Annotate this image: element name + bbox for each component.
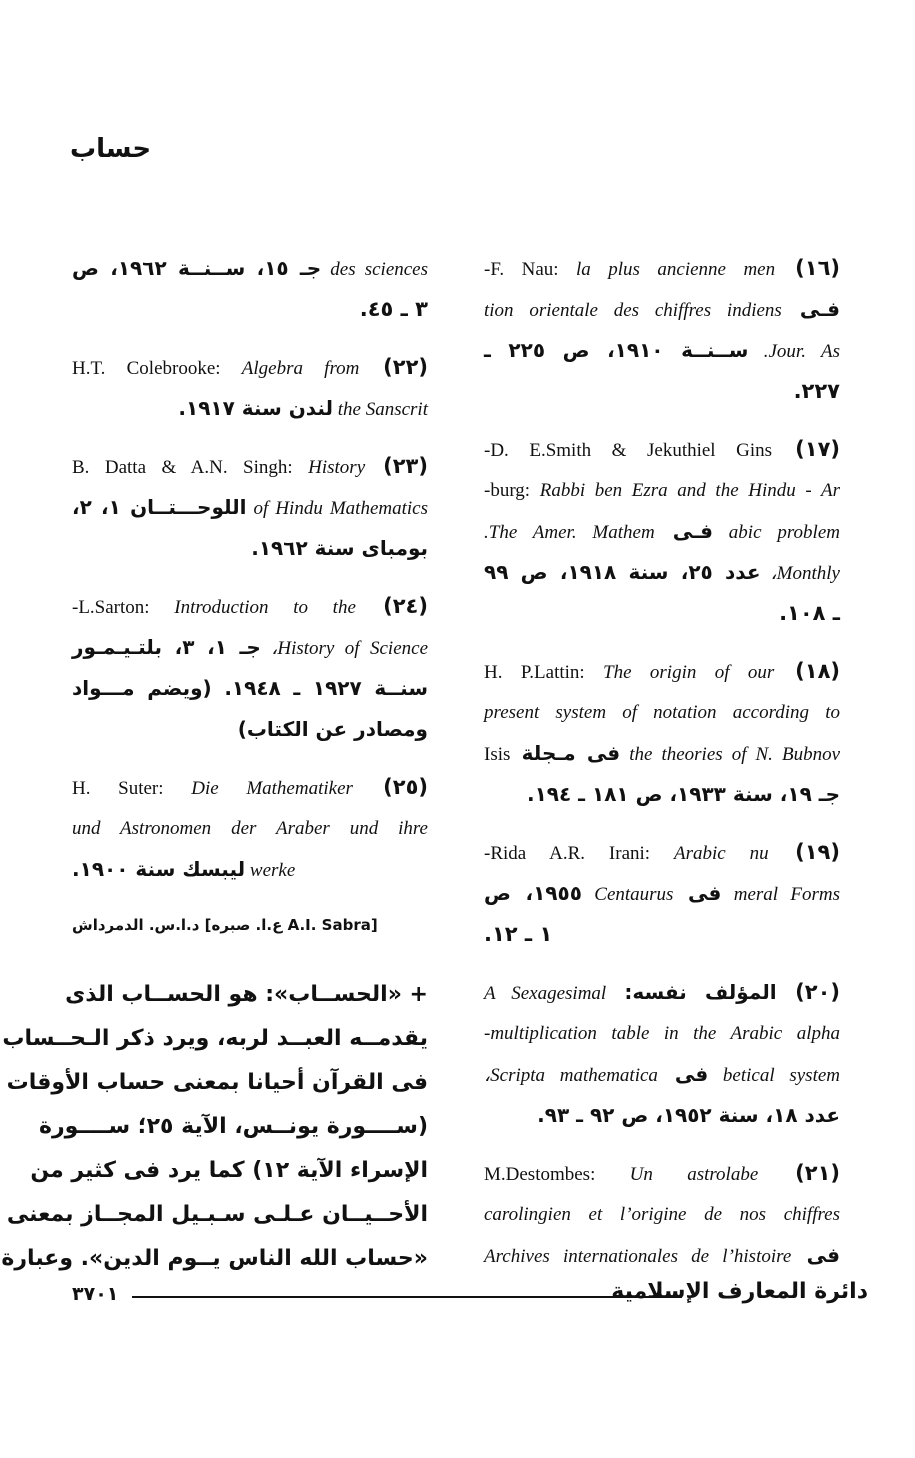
- title-text: Un astrolabe: [629, 1164, 759, 1185]
- reference-entry-17: [484, 429, 840, 634]
- entry-line: [72, 388, 428, 429]
- title-text: Die Mathematiker: [191, 778, 353, 799]
- body-line-text: (ســــورة يونــس، الآية ٢٥؛ ســــورة: [38, 1114, 428, 1139]
- entry-line: [72, 446, 428, 487]
- author: H. P.Lattin:: [484, 662, 604, 683]
- entry-line: [484, 330, 840, 371]
- author: H. Suter:: [72, 778, 192, 799]
- note-number: (٢٠): [776, 980, 840, 1004]
- title-text: History of Science،: [260, 638, 429, 659]
- page-range: ٣ ـ ٤٥.: [359, 297, 428, 321]
- reference-entry-22: [72, 347, 428, 429]
- arabic-text: فى: [657, 1062, 709, 1086]
- title-text: Arabic nu-: [484, 843, 769, 864]
- entry-line: [72, 347, 428, 388]
- page-range: ـ ١٠٨.: [779, 601, 840, 625]
- journal-name: The Amer. Mathem.: [484, 522, 655, 543]
- author: M.Destombes:: [484, 1164, 630, 1185]
- author: Rida A.R. Irani:: [490, 843, 674, 864]
- body-line: [38, 1105, 428, 1149]
- title-text: Rabbi ben Ezra and the Hindu - Ar-: [484, 480, 840, 501]
- author-signature: د.ا.س. الدمرداش [ع.ا. صبره A.I. Sabra]: [72, 916, 378, 934]
- arabic-text: عدد ٢٥، سنة ١٩١٨، ص ٩٩: [484, 560, 761, 584]
- author: L.Sarton:: [78, 597, 175, 618]
- body-line-text: يقدمــه العبــد لربه، ويرد ذكر الـحــساب: [2, 1026, 428, 1051]
- page-number: ٣٧٠١: [72, 1283, 119, 1305]
- note-number: (٢٢): [359, 355, 428, 379]
- article-body: [1, 973, 428, 1281]
- journal-name: Monthly،: [760, 563, 840, 584]
- entry-line: [484, 289, 840, 330]
- arabic-text: جـ ١، ٣، بلتـيـمـور: [72, 635, 261, 659]
- arabic-text: جـ ١٩، سنة ١٩٣٣، ص ١٨١ ـ ١٩٤.: [526, 782, 840, 806]
- entry-line: [72, 709, 428, 750]
- reference-entry-19: [484, 832, 840, 955]
- page-range: ٢٢٧.: [793, 379, 840, 403]
- page-range: ١ ـ ١٢.: [484, 922, 553, 946]
- entry-line: [484, 1095, 840, 1136]
- arabic-text: ســنــة ١٩١٠، ص ٢٢٥ ـ: [484, 338, 749, 362]
- arabic-text: فى مـجلة: [510, 741, 621, 765]
- note-number: (٢٥): [352, 775, 428, 799]
- entry-line: [484, 972, 840, 1013]
- title-text: betical system: [708, 1065, 841, 1086]
- entry-line: [72, 808, 428, 849]
- entry-line: [484, 692, 840, 733]
- reference-entry-23: [72, 446, 428, 569]
- body-line: [30, 1149, 428, 1193]
- entry-line: [484, 873, 840, 914]
- reference-entry-20: [484, 972, 840, 1136]
- arabic-text: ومصادر عن الكتاب): [237, 717, 428, 741]
- title-text: werke: [245, 860, 296, 881]
- journal-name: Jour. As.: [748, 341, 840, 362]
- author: H.T. Colebrooke:: [72, 358, 242, 379]
- body-line-text: الأحــيــان عـلـى سـبـيل المجــاز بمعنى: [6, 1202, 428, 1227]
- arabic-text: اللوحـــتــان ١، ٢،: [72, 495, 247, 519]
- entry-line: [72, 487, 428, 528]
- note-number: (١٧): [772, 437, 840, 461]
- entry-line: [484, 552, 840, 593]
- journal-name: Archives internationales de l’histoire: [484, 1246, 792, 1267]
- title-text: the Sanscrit: [333, 399, 428, 420]
- entry-line: [484, 248, 840, 289]
- body-line-text: «حساب الله الناس يــوم الدين». وعبارة: [1, 1246, 428, 1271]
- right-column: [484, 248, 840, 1293]
- author: F. Nau:: [490, 259, 576, 280]
- reference-entry-18: [484, 651, 840, 815]
- body-line: [6, 1193, 428, 1237]
- body-line: [1, 1237, 428, 1281]
- title-text: Algebra from: [241, 358, 360, 379]
- left-column: [1, 248, 429, 1281]
- note-number: (١٨): [774, 659, 840, 683]
- reference-entry-24: [72, 586, 428, 750]
- title-text: meral Forms: [721, 884, 841, 905]
- footer-divider: [132, 1296, 682, 1298]
- arabic-text: سنــة ١٩٢٧ ـ ١٩٤٨. (ويضم مـــواد: [72, 676, 428, 700]
- title-text: multiplication table in the Arabic alpha-: [484, 1023, 840, 1044]
- arabic-text: فـى: [781, 297, 840, 321]
- entry-line: [72, 289, 428, 330]
- entry-line: [484, 470, 840, 511]
- entry-line: [72, 849, 428, 890]
- note-number: (٢٤): [355, 594, 428, 618]
- entry-line: [484, 429, 840, 470]
- title-text: carolingien et l’origine de nos chiffres: [484, 1204, 840, 1225]
- entry-line: [484, 1235, 840, 1276]
- reference-entry-21-continued: [72, 248, 428, 330]
- entry-line: [72, 248, 428, 289]
- title-text: tion orientale des chiffres indiens: [484, 300, 782, 321]
- arabic-text: فـى: [654, 519, 713, 543]
- journal-name: des sciences: [321, 259, 429, 280]
- journal-name: Isis: [484, 744, 511, 765]
- entry-line: [484, 733, 840, 774]
- title-text: und Astronomen der Araber und ihre: [72, 818, 428, 839]
- title-text: la plus ancienne men-: [484, 259, 776, 280]
- arabic-text: بومباى سنة ١٩٦٢.: [251, 536, 428, 560]
- title-text: present system of notation according to: [484, 702, 840, 723]
- note-number: (٢٣): [365, 454, 428, 478]
- entry-line: [484, 1013, 840, 1054]
- publication-title: دائرة المعارف الإسلامية: [611, 1279, 868, 1304]
- arabic-text: جـ ١٥، ســنــة ١٩٦٢، ص: [72, 256, 322, 280]
- body-line: [6, 1061, 428, 1105]
- entry-line: [484, 1153, 840, 1194]
- note-number: (٢١): [758, 1161, 840, 1185]
- entry-line: [72, 627, 428, 668]
- title-text: A Sexagesimal: [484, 983, 607, 1004]
- entry-line: [484, 511, 840, 552]
- entry-line: [484, 832, 840, 873]
- entry-line: [484, 651, 840, 692]
- title-text: History: [308, 457, 366, 478]
- entry-line: [72, 528, 428, 569]
- entry-line: [484, 1054, 840, 1095]
- running-head-title: حساب: [70, 134, 152, 164]
- entry-line: [72, 586, 428, 627]
- reference-entry-16: [484, 248, 840, 412]
- note-number: (١٩): [768, 840, 840, 864]
- body-line-text: فى القرآن أحيانا بمعنى حساب الأوقات: [6, 1070, 428, 1095]
- entry-line: [72, 767, 428, 808]
- entry-line: [484, 914, 840, 955]
- title-text: Introduction to the-: [72, 597, 356, 618]
- title-text: of Hindu Mathematics: [246, 498, 428, 519]
- title-text: The origin of our: [603, 662, 775, 683]
- arabic-text: فى: [791, 1243, 840, 1267]
- note-number: (١٦): [775, 256, 840, 280]
- entry-line: [484, 593, 840, 634]
- reference-entry-21: [484, 1153, 840, 1276]
- arabic-text: ١٩٥٥، ص: [484, 881, 582, 905]
- author: burg:: [490, 480, 540, 501]
- body-line: [65, 973, 428, 1017]
- arabic-text: المؤلف نفسه:: [606, 980, 777, 1004]
- journal-name: Centaurus: [581, 884, 674, 905]
- body-line-text: + «الحســاب»: هو الحســاب الذى: [65, 982, 428, 1007]
- page-footer: [72, 1277, 868, 1317]
- journal-name: Scripta mathematica،: [484, 1065, 658, 1086]
- entry-line: [72, 668, 428, 709]
- body-line: [2, 1017, 428, 1061]
- title-text: abic problem: [712, 522, 840, 543]
- title-text: the theories of N. Bubnov: [620, 744, 841, 765]
- author: D. E.Smith & Jekuthiel Gins-: [484, 440, 773, 461]
- body-line-text: الإسراء الآية ١٢) كما يرد فى كثير من: [30, 1158, 428, 1183]
- entry-line: [484, 1194, 840, 1235]
- entry-line: [484, 774, 840, 815]
- arabic-text: ليبسك سنة ١٩٠٠.: [72, 857, 246, 881]
- entry-line: [484, 371, 840, 412]
- reference-entry-25: [72, 767, 428, 890]
- arabic-text: لندن سنة ١٩١٧.: [178, 396, 333, 420]
- arabic-text: فى: [673, 881, 722, 905]
- arabic-text: عدد ١٨، سنة ١٩٥٢، ص ٩٢ ـ ٩٣.: [537, 1103, 840, 1127]
- author: B. Datta & A.N. Singh:: [72, 457, 309, 478]
